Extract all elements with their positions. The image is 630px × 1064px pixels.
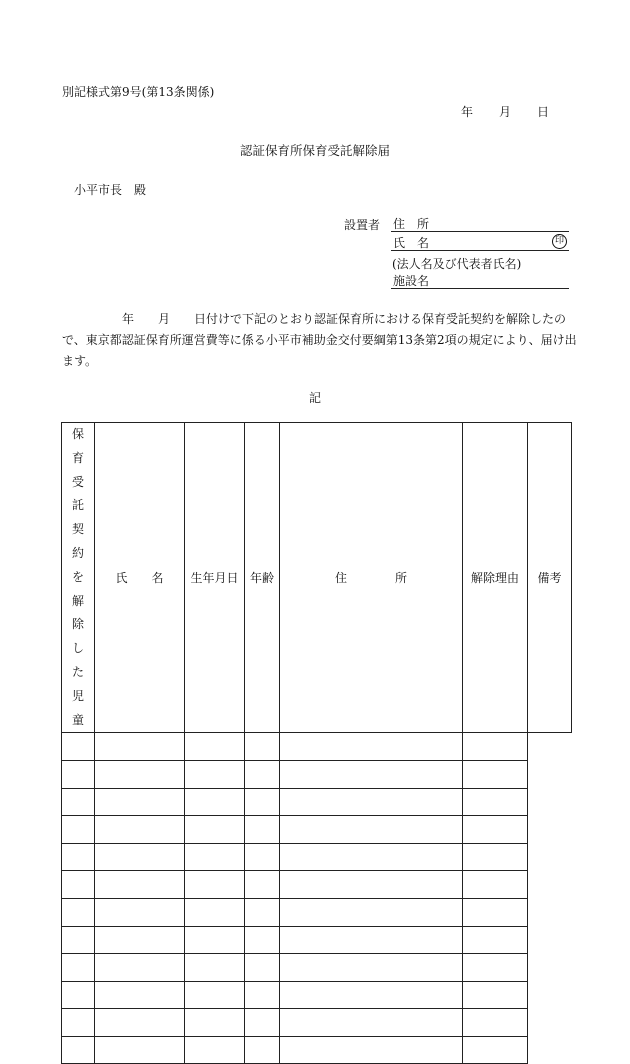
cell-age[interactable]	[185, 898, 245, 926]
table-row	[62, 898, 572, 926]
cell-reason[interactable]	[280, 760, 463, 788]
cell-birthdate[interactable]	[95, 981, 185, 1009]
address-field[interactable]	[391, 215, 569, 232]
cell-reason[interactable]	[280, 871, 463, 899]
header-birthdate: 生年月日	[185, 423, 245, 733]
cell-remarks[interactable]	[463, 926, 528, 954]
side-label-char: 約	[71, 545, 84, 560]
side-label-char: 育	[71, 450, 84, 465]
side-label	[72, 423, 84, 732]
address-label: 住 所	[393, 217, 430, 231]
cell-remarks[interactable]	[463, 733, 528, 761]
cell-reason[interactable]	[280, 1009, 463, 1037]
cell-name[interactable]	[62, 926, 95, 954]
date-year: 年	[461, 105, 474, 119]
cell-reason[interactable]	[280, 1036, 463, 1064]
addressee: 小平市長 殿	[74, 183, 147, 197]
side-label-char: 託	[71, 498, 84, 513]
facility-label: 施設名	[393, 274, 430, 288]
cell-age[interactable]	[185, 1036, 245, 1064]
cell-age[interactable]	[185, 926, 245, 954]
date-day: 日	[537, 105, 550, 119]
cell-age[interactable]	[185, 816, 245, 844]
cell-age[interactable]	[185, 1009, 245, 1037]
cell-age[interactable]	[185, 760, 245, 788]
cell-address[interactable]	[245, 926, 280, 954]
cell-address[interactable]	[245, 788, 280, 816]
children-table	[61, 422, 572, 1064]
cell-name[interactable]	[62, 733, 95, 761]
cell-name[interactable]	[62, 788, 95, 816]
cell-remarks[interactable]	[463, 788, 528, 816]
table-row	[62, 1036, 572, 1064]
facility-field[interactable]	[391, 272, 569, 289]
cell-reason[interactable]	[280, 898, 463, 926]
side-label-cell	[62, 423, 95, 733]
body-line-1: 年 月 日付けで下記のとおり認証保育所における保育受託契約を解除したの	[62, 312, 567, 326]
seal-mark-icon: 印	[552, 234, 567, 249]
side-label-char: 童	[71, 712, 84, 727]
side-label-char: し	[71, 641, 84, 656]
table-row	[62, 760, 572, 788]
name-field[interactable]	[391, 234, 569, 251]
cell-address[interactable]	[245, 843, 280, 871]
body-line-2: で、東京都認証保育所運営費等に係る小平市補助金交付要綱第13条第2項の規定により、届け出	[62, 333, 577, 347]
cell-name[interactable]	[62, 816, 95, 844]
table-header-row	[62, 423, 572, 733]
cell-age[interactable]	[185, 954, 245, 982]
cell-reason[interactable]	[280, 843, 463, 871]
cell-address[interactable]	[245, 760, 280, 788]
cell-remarks[interactable]	[463, 981, 528, 1009]
cell-age[interactable]	[185, 788, 245, 816]
cell-age[interactable]	[185, 981, 245, 1009]
side-label-char: 受	[71, 474, 84, 489]
side-label-char: 保	[71, 427, 84, 441]
cell-reason[interactable]	[280, 733, 463, 761]
cell-birthdate[interactable]	[95, 843, 185, 871]
cell-remarks[interactable]	[463, 760, 528, 788]
cell-remarks[interactable]	[463, 1036, 528, 1064]
cell-address[interactable]	[245, 1036, 280, 1064]
side-label-char: 契	[71, 522, 84, 537]
cell-name[interactable]	[62, 898, 95, 926]
cell-address[interactable]	[245, 954, 280, 982]
cell-birthdate[interactable]	[95, 760, 185, 788]
cell-name[interactable]	[62, 1009, 95, 1037]
cell-address[interactable]	[245, 898, 280, 926]
table-row	[62, 1009, 572, 1037]
body-line-3: ます。	[62, 354, 98, 368]
cell-remarks[interactable]	[463, 871, 528, 899]
cell-address[interactable]	[245, 733, 280, 761]
cell-reason[interactable]	[280, 954, 463, 982]
cell-birthdate[interactable]	[95, 1009, 185, 1037]
applicant-role-label: 設置者	[344, 218, 381, 232]
cell-birthdate[interactable]	[95, 816, 185, 844]
table-row	[62, 788, 572, 816]
side-label-char: 除	[71, 617, 84, 632]
cell-address[interactable]	[245, 1009, 280, 1037]
cell-name[interactable]	[62, 871, 95, 899]
cell-remarks[interactable]	[463, 1009, 528, 1037]
side-label-char: 児	[71, 688, 84, 703]
cell-name[interactable]	[62, 1036, 95, 1064]
cell-name[interactable]	[62, 981, 95, 1009]
page-title: 認証保育所保育受託解除届	[239, 143, 390, 158]
table-row	[62, 871, 572, 899]
cell-name[interactable]	[62, 954, 95, 982]
table-row	[62, 733, 572, 761]
cell-name[interactable]	[62, 843, 95, 871]
form-number: 別記様式第9号(第13条関係)	[62, 85, 215, 99]
cell-age[interactable]	[185, 843, 245, 871]
table-row	[62, 816, 572, 844]
table-row	[62, 843, 572, 871]
header-age: 年齢	[245, 423, 280, 733]
cell-age[interactable]	[185, 871, 245, 899]
cell-remarks[interactable]	[463, 898, 528, 926]
cell-address[interactable]	[245, 816, 280, 844]
cell-reason[interactable]	[280, 788, 463, 816]
date-month: 月	[499, 105, 512, 119]
cell-remarks[interactable]	[463, 843, 528, 871]
cell-birthdate[interactable]	[95, 1036, 185, 1064]
cell-reason[interactable]	[280, 926, 463, 954]
cell-name[interactable]	[62, 760, 95, 788]
table-row	[62, 981, 572, 1009]
cell-birthdate[interactable]	[95, 926, 185, 954]
header-address: 住 所	[280, 423, 463, 733]
corporate-note: (法人名及び代表者氏名)	[392, 257, 522, 271]
header-reason: 解除理由	[463, 423, 528, 733]
cell-age[interactable]	[185, 733, 245, 761]
side-label-char: を	[71, 569, 84, 584]
cell-birthdate[interactable]	[95, 898, 185, 926]
side-label-char: た	[71, 664, 84, 679]
cell-remarks[interactable]	[463, 954, 528, 982]
cell-birthdate[interactable]	[95, 871, 185, 899]
table-row	[62, 954, 572, 982]
cell-reason[interactable]	[280, 816, 463, 844]
cell-address[interactable]	[245, 871, 280, 899]
date-line	[461, 103, 549, 120]
cell-birthdate[interactable]	[95, 788, 185, 816]
side-label-char: 解	[71, 593, 84, 608]
table-row	[62, 926, 572, 954]
cell-reason[interactable]	[280, 981, 463, 1009]
cell-birthdate[interactable]	[95, 954, 185, 982]
body-paragraph	[62, 309, 577, 372]
cell-remarks[interactable]	[463, 816, 528, 844]
cell-address[interactable]	[245, 981, 280, 1009]
header-remarks: 備考	[528, 423, 572, 733]
name-label: 氏 名	[393, 236, 430, 250]
header-name: 氏 名	[95, 423, 185, 733]
cell-birthdate[interactable]	[95, 733, 185, 761]
record-label: 記	[308, 391, 321, 405]
